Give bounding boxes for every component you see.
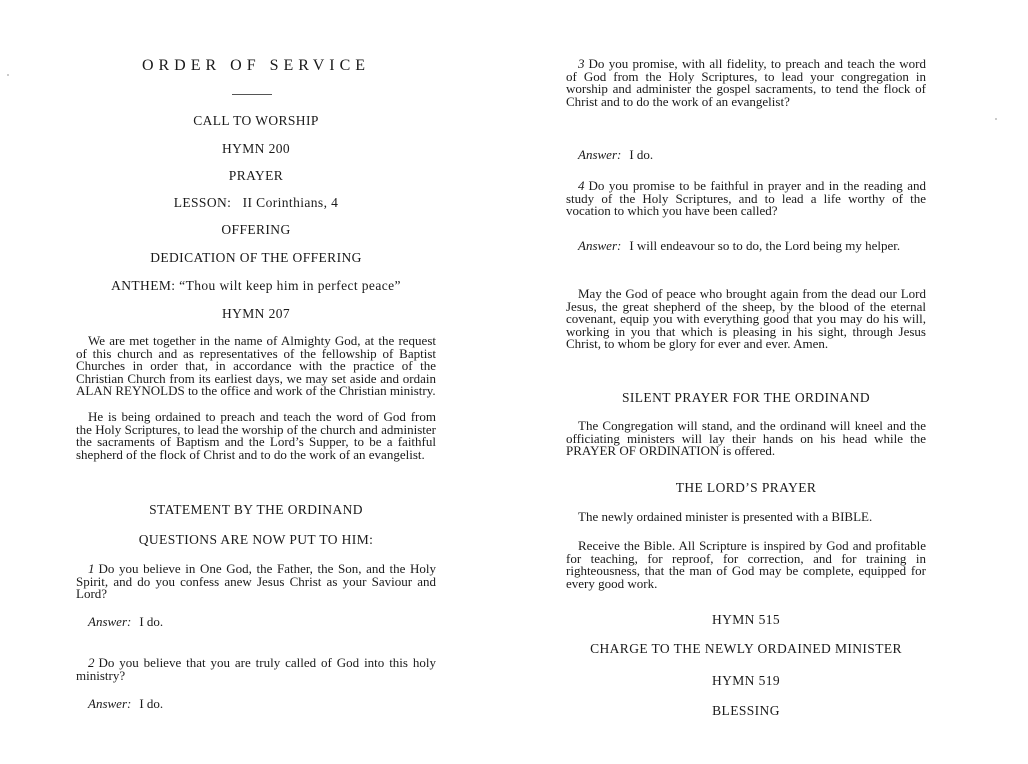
scan-speck — [7, 74, 9, 76]
question-number: 4 — [578, 178, 585, 193]
item-call-to-worship: CALL TO WORSHIP — [193, 113, 319, 128]
questions-heading: QUESTIONS ARE NOW PUT TO HIM: — [138, 532, 374, 547]
answer-text: I will endeavour so to do, the Lord being my helper. — [629, 238, 901, 253]
question-text: Do you believe in One God, the Father, the Son, and the Holy Spirit, and do you confess anew Jesus Christ as your Saviour and Lord? — [76, 561, 436, 602]
item-anthem: ANTHEM: “Thou wilt keep him in perfect peace” — [111, 278, 401, 293]
answer-2 — [88, 696, 163, 712]
answer-text: I do. — [629, 147, 654, 162]
question-2 — [76, 657, 436, 682]
answer-label: Answer: — [88, 614, 132, 629]
answer-label: Answer: — [578, 238, 622, 253]
title-rule — [232, 94, 272, 95]
question-text: Do you believe that you are truly called of God into this holy ministry? — [76, 655, 436, 683]
lords-prayer-heading: THE LORD’S PRAYER — [675, 480, 817, 495]
blessing-heading: BLESSING — [712, 703, 780, 718]
answer-label: Answer: — [578, 147, 622, 162]
item-prayer: PRAYER — [228, 168, 284, 183]
hymn-519: HYMN 519 — [711, 673, 781, 688]
silent-prayer-heading: SILENT PRAYER FOR THE ORDINAND — [621, 390, 871, 405]
item-offering: OFFERING — [221, 222, 291, 237]
question-number: 3 — [578, 56, 585, 71]
congregation-note: The Congregation will stand, and the ordinand will kneel and the officiating ministers will lay their hands on his head while the PRAYER OF ORDINATION is offered. — [566, 418, 926, 459]
question-1 — [76, 563, 436, 601]
question-4 — [566, 180, 926, 218]
scan-speck — [995, 118, 997, 120]
answer-label: Answer: — [88, 696, 132, 711]
benediction-paragraph: May the God of peace who brought again from the dead our Lord Jesus, the great shepherd of the sheep, by the blood of the eternal covenant, equip you with everything good that you may do his will, working in you that which is pleasing in his sight, through Jesus Christ, to whom be glory for ever and ever. Amen. — [566, 286, 926, 352]
answer-text: I do. — [139, 696, 164, 711]
item-hymn-200: HYMN 200 — [221, 141, 291, 156]
hymn-515: HYMN 515 — [711, 612, 781, 627]
question-text: Do you promise to be faithful in prayer and in the reading and study of the Holy Scriptures, and to lead a life worthy of the vocation to which you have been called? — [566, 178, 926, 219]
item-lesson: LESSON: II Corinthians, 4 — [173, 195, 339, 210]
question-number: 2 — [88, 655, 95, 670]
page-title: ORDER OF SERVICE — [141, 57, 371, 74]
item-dedication: DEDICATION OF THE OFFERING — [150, 250, 362, 265]
answer-3 — [578, 147, 653, 163]
question-number: 1 — [88, 561, 95, 576]
bible-note: The newly ordained minister is presented with a BIBLE. — [578, 509, 873, 524]
intro-paragraph-2: He is being ordained to preach and teach the word of God from the Holy Scriptures, to lead the worship of the church and administer the sacraments of Baptism and the Lord’s Supper, to be a faithful shepherd of the flock of Christ and to do the work of an evangelist. — [76, 409, 436, 462]
item-hymn-207: HYMN 207 — [221, 306, 291, 321]
intro-paragraph-1: We are met together in the name of Almighty God, at the request of this church and as representatives of the fellowship of Baptist Churches in order that, in accordance with the practice of the Christian Church from its earliest days, we may set aside and ordain ALAN REYNOLDS to the office and work of the Christian ministry. — [76, 333, 436, 399]
receive-bible-paragraph: Receive the Bible. All Scripture is inspired by God and profitable for teaching, for reproof, for correction, and for training in righteousness, that the man of God may be complete, equipped for every good work. — [566, 538, 926, 591]
question-3 — [566, 58, 926, 108]
question-text: Do you promise, with all fidelity, to preach and teach the word of God from the Holy Scriptures, to lead your congregation in worship and administer the gospel sacraments, to tend the flock of Christ and to do the work of an evangelist? — [566, 56, 926, 109]
answer-text: I do. — [139, 614, 164, 629]
statement-heading: STATEMENT BY THE ORDINAND — [149, 502, 363, 517]
charge-heading: CHARGE TO THE NEWLY ORDAINED MINISTER — [590, 641, 902, 656]
answer-1 — [88, 614, 163, 630]
answer-4 — [566, 240, 926, 253]
